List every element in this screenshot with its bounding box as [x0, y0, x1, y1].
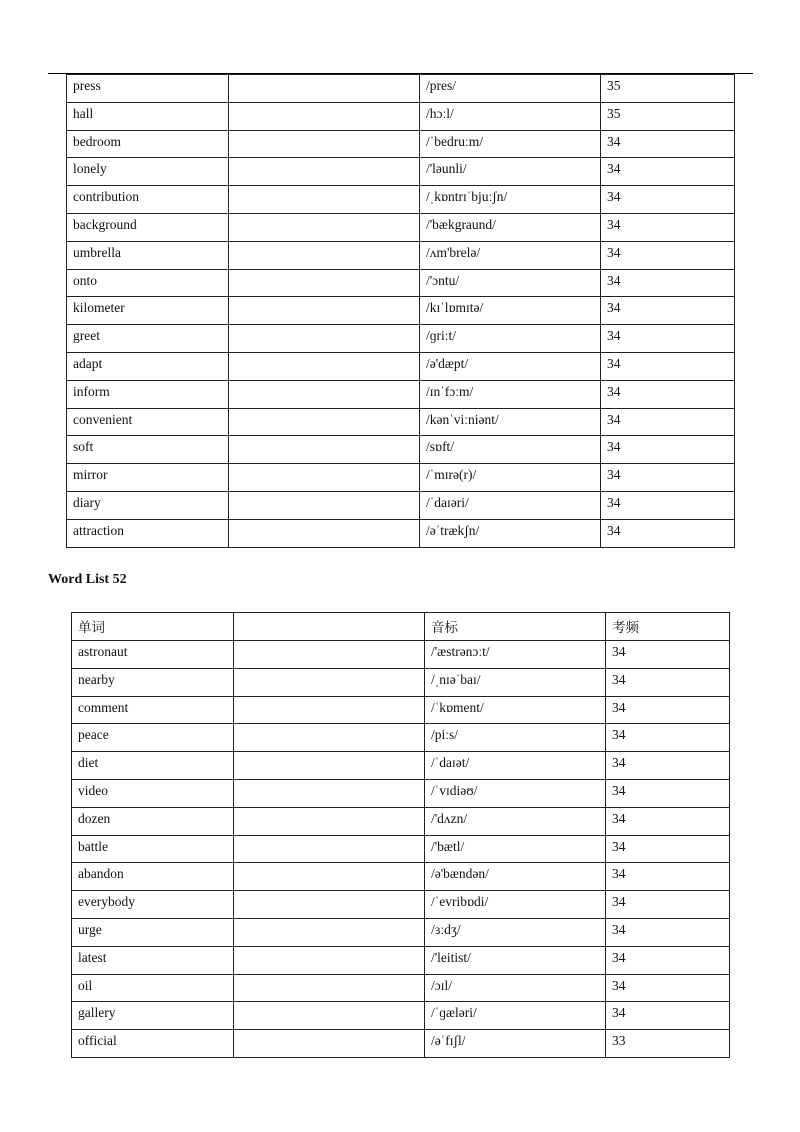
freq-cell: 34: [606, 696, 730, 724]
blank-cell: [229, 75, 420, 103]
header-word: 单词: [72, 613, 234, 641]
ipa-cell: /kɪˈlɒmɪtə/: [420, 297, 601, 325]
ipa-cell: /hɔːl/: [420, 102, 601, 130]
blank-cell: [234, 863, 425, 891]
ipa-cell: /pres/: [420, 75, 601, 103]
table-row: [67, 213, 735, 241]
freq-cell: 34: [601, 519, 735, 547]
section-title: Word List 52: [48, 572, 127, 587]
ipa-cell: /'dʌzn/: [425, 807, 606, 835]
table-row: [67, 491, 735, 519]
freq-cell: 34: [606, 974, 730, 1002]
ipa-cell: /əˈfɪʃl/: [425, 1030, 606, 1058]
blank-cell: [229, 408, 420, 436]
freq-cell: 34: [601, 213, 735, 241]
freq-cell: 34: [606, 752, 730, 780]
word-cell: diet: [72, 752, 234, 780]
freq-cell: 34: [601, 464, 735, 492]
table-row: [72, 835, 730, 863]
freq-cell: 34: [606, 668, 730, 696]
blank-cell: [229, 464, 420, 492]
freq-cell: 34: [606, 946, 730, 974]
ipa-cell: /ˈbedruːm/: [420, 130, 601, 158]
ipa-cell: /'leitist/: [425, 946, 606, 974]
blank-cell: [234, 1002, 425, 1030]
freq-cell: 34: [601, 491, 735, 519]
ipa-cell: /ɜːdʒ/: [425, 918, 606, 946]
word-cell: lonely: [67, 158, 229, 186]
table-row: [72, 668, 730, 696]
freq-cell: 34: [606, 641, 730, 669]
blank-cell: [229, 325, 420, 353]
table-row: [67, 436, 735, 464]
freq-cell: 34: [601, 186, 735, 214]
word-cell: abandon: [72, 863, 234, 891]
ipa-cell: /ɡriːt/: [420, 325, 601, 353]
word-cell: latest: [72, 946, 234, 974]
ipa-cell: /ˈdaɪəri/: [420, 491, 601, 519]
word-cell: dozen: [72, 807, 234, 835]
blank-cell: [229, 491, 420, 519]
table-row: [67, 186, 735, 214]
table-row: [72, 641, 730, 669]
table-row: [67, 408, 735, 436]
word-cell: urge: [72, 918, 234, 946]
word-cell: soft: [67, 436, 229, 464]
word-cell: hall: [67, 102, 229, 130]
table-row: [67, 241, 735, 269]
ipa-cell: /ˈdaɪət/: [425, 752, 606, 780]
ipa-cell: /ˈevribɒdi/: [425, 891, 606, 919]
ipa-cell: /əˈtrækʃn/: [420, 519, 601, 547]
word-cell: greet: [67, 325, 229, 353]
word-cell: kilometer: [67, 297, 229, 325]
table-row: [72, 724, 730, 752]
ipa-cell: /ʌm'brelə/: [420, 241, 601, 269]
freq-cell: 34: [606, 891, 730, 919]
blank-cell: [229, 352, 420, 380]
freq-cell: 34: [606, 863, 730, 891]
freq-cell: 34: [601, 325, 735, 353]
ipa-cell: /ɪnˈfɔːm/: [420, 380, 601, 408]
table-row: [67, 325, 735, 353]
ipa-cell: /'bækgraund/: [420, 213, 601, 241]
table-row: [67, 158, 735, 186]
word-cell: battle: [72, 835, 234, 863]
freq-cell: 35: [601, 75, 735, 103]
freq-cell: 34: [606, 918, 730, 946]
blank-cell: [229, 436, 420, 464]
blank-cell: [229, 158, 420, 186]
ipa-cell: /ˈmɪrə(r)/: [420, 464, 601, 492]
freq-cell: 34: [601, 130, 735, 158]
table-row: [72, 696, 730, 724]
blank-cell: [234, 641, 425, 669]
freq-cell: 33: [606, 1030, 730, 1058]
ipa-cell: /'ɔntu/: [420, 269, 601, 297]
word-cell: official: [72, 1030, 234, 1058]
table-row: [72, 752, 730, 780]
table-row: [67, 352, 735, 380]
blank-cell: [234, 668, 425, 696]
blank-cell: [229, 269, 420, 297]
header-blank: [234, 613, 425, 641]
blank-cell: [229, 519, 420, 547]
freq-cell: 34: [606, 807, 730, 835]
word-cell: contribution: [67, 186, 229, 214]
blank-cell: [234, 1030, 425, 1058]
freq-cell: 34: [601, 352, 735, 380]
word-cell: background: [67, 213, 229, 241]
freq-cell: 34: [601, 436, 735, 464]
table-row: [72, 891, 730, 919]
ipa-cell: /ə'dæpt/: [420, 352, 601, 380]
word-cell: peace: [72, 724, 234, 752]
ipa-cell: /ˈvɪdiəʊ/: [425, 779, 606, 807]
ipa-cell: /'ləunli/: [420, 158, 601, 186]
blank-cell: [234, 696, 425, 724]
word-cell: adapt: [67, 352, 229, 380]
table-row: [67, 464, 735, 492]
blank-cell: [229, 130, 420, 158]
word-cell: everybody: [72, 891, 234, 919]
blank-cell: [229, 241, 420, 269]
table-row: [72, 974, 730, 1002]
table-header-row: [72, 613, 730, 641]
table-row: [72, 779, 730, 807]
freq-cell: 34: [606, 1002, 730, 1030]
table-row: [67, 380, 735, 408]
blank-cell: [234, 946, 425, 974]
freq-cell: 34: [601, 241, 735, 269]
word-table-52-body: [72, 613, 730, 1058]
blank-cell: [229, 297, 420, 325]
freq-cell: 34: [601, 297, 735, 325]
word-cell: gallery: [72, 1002, 234, 1030]
table-row: [72, 863, 730, 891]
table-row: [72, 807, 730, 835]
word-cell: inform: [67, 380, 229, 408]
ipa-cell: /'æstrənɔːt/: [425, 641, 606, 669]
blank-cell: [229, 102, 420, 130]
blank-cell: [229, 186, 420, 214]
table-row: [67, 130, 735, 158]
word-cell: convenient: [67, 408, 229, 436]
table-row: [72, 946, 730, 974]
table-row: [72, 918, 730, 946]
blank-cell: [234, 918, 425, 946]
blank-cell: [229, 380, 420, 408]
header-freq: 考频: [606, 613, 730, 641]
ipa-cell: /piːs/: [425, 724, 606, 752]
freq-cell: 34: [606, 835, 730, 863]
blank-cell: [234, 779, 425, 807]
blank-cell: [234, 891, 425, 919]
ipa-cell: /ˈɡæləri/: [425, 1002, 606, 1030]
blank-cell: [234, 807, 425, 835]
table-row: [72, 1030, 730, 1058]
table-row: [67, 75, 735, 103]
table-row: [67, 269, 735, 297]
freq-cell: 34: [601, 380, 735, 408]
blank-cell: [234, 835, 425, 863]
freq-cell: 34: [601, 269, 735, 297]
freq-cell: 34: [606, 724, 730, 752]
word-cell: attraction: [67, 519, 229, 547]
table-row: [67, 519, 735, 547]
table-row: [72, 1002, 730, 1030]
word-cell: video: [72, 779, 234, 807]
ipa-cell: /kənˈviːniənt/: [420, 408, 601, 436]
ipa-cell: /ˌnɪəˈbaɪ/: [425, 668, 606, 696]
word-cell: oil: [72, 974, 234, 1002]
table-row: [67, 102, 735, 130]
blank-cell: [234, 752, 425, 780]
word-table-52: [71, 612, 730, 1058]
word-cell: diary: [67, 491, 229, 519]
ipa-cell: /'bætl/: [425, 835, 606, 863]
word-cell: umbrella: [67, 241, 229, 269]
word-cell: mirror: [67, 464, 229, 492]
word-cell: comment: [72, 696, 234, 724]
word-cell: bedroom: [67, 130, 229, 158]
blank-cell: [234, 724, 425, 752]
word-cell: astronaut: [72, 641, 234, 669]
word-table-51-body: [67, 75, 735, 548]
blank-cell: [234, 974, 425, 1002]
blank-cell: [229, 213, 420, 241]
word-cell: press: [67, 75, 229, 103]
ipa-cell: /sɒft/: [420, 436, 601, 464]
word-table-51: [66, 74, 735, 548]
freq-cell: 34: [601, 408, 735, 436]
freq-cell: 35: [601, 102, 735, 130]
word-cell: onto: [67, 269, 229, 297]
ipa-cell: /ɔɪl/: [425, 974, 606, 1002]
freq-cell: 34: [606, 779, 730, 807]
header-ipa: 音标: [425, 613, 606, 641]
ipa-cell: /ˈkɒment/: [425, 696, 606, 724]
ipa-cell: /ˌkɒntrɪˈbjuːʃn/: [420, 186, 601, 214]
ipa-cell: /ə'bændən/: [425, 863, 606, 891]
word-cell: nearby: [72, 668, 234, 696]
table-row: [67, 297, 735, 325]
freq-cell: 34: [601, 158, 735, 186]
